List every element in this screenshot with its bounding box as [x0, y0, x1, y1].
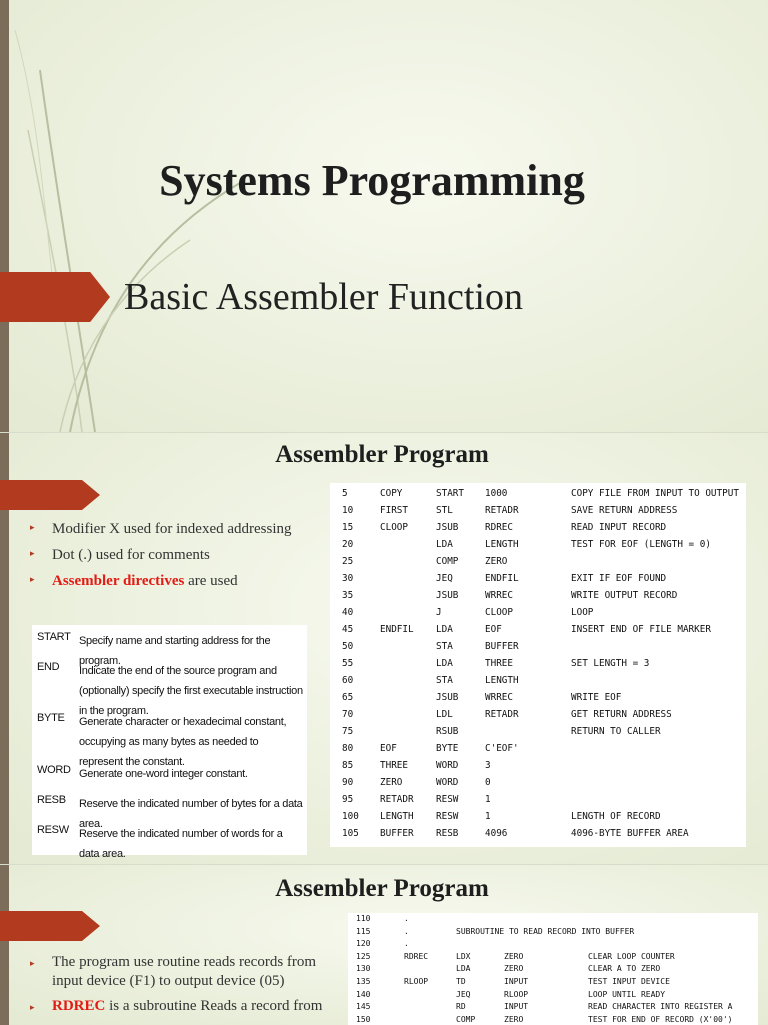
directive-desc: Specify name and starting address for the program. [79, 635, 271, 667]
code-line-number: 40 [342, 607, 354, 618]
directive-name: BYTE [37, 712, 65, 724]
code-line [330, 607, 746, 624]
code-opcode: WORD [436, 760, 459, 771]
code-operand: ZERO [504, 951, 524, 961]
code-line-number: 70 [342, 709, 354, 720]
code-line [348, 977, 758, 990]
code-comment: LENGTH OF RECORD [571, 811, 661, 822]
code-comment: TEST FOR END OF RECORD (X'00') [588, 1014, 733, 1024]
code-line-number: 105 [342, 828, 359, 839]
bullet-icon: ▸ [30, 1002, 35, 1012]
directive-name: WORD [37, 764, 71, 776]
code-line-number: 135 [356, 977, 371, 986]
code-opcode: RD [456, 1002, 466, 1012]
code-operand: ZERO [485, 556, 508, 567]
highlight-text: RDREC [52, 998, 106, 1014]
code-operand: RLOOP [504, 989, 529, 999]
directive-desc: Generate character or hexadecimal constant, occupying as many bytes as needed to represent the constant. [79, 716, 287, 768]
code-operand: C'EOF' [485, 743, 519, 754]
code-line-number: 25 [342, 556, 354, 567]
code-operand: ENDFIL [485, 573, 519, 584]
code-opcode: STA [436, 675, 453, 686]
code-operand: 3 [485, 760, 491, 771]
code-line [330, 522, 746, 539]
code-opcode: RSUB [436, 726, 459, 737]
code-line [330, 624, 746, 641]
code-comment: TEST FOR EOF (LENGTH = 0) [571, 539, 711, 550]
code-opcode: STA [436, 641, 453, 652]
code-comment: SET LENGTH = 3 [571, 658, 650, 669]
code-line-number: 10 [342, 505, 354, 516]
code-operand: 4096 [485, 828, 508, 839]
code-line [330, 556, 746, 573]
directive-desc: Generate one-word integer constant. [79, 768, 248, 780]
code-line [348, 964, 758, 977]
code-line-number: 45 [342, 624, 354, 635]
code-label: . [404, 939, 409, 949]
code-line [330, 488, 746, 505]
bullet-item: ▸ Assembler directives are used [30, 573, 238, 589]
code-label: EOF [380, 743, 397, 754]
code-opcode: RESW [436, 794, 459, 805]
code-line-number: 120 [356, 939, 371, 949]
code-comment: COPY FILE FROM INPUT TO OUTPUT [571, 488, 739, 499]
code-comment: LOOP [571, 607, 594, 618]
code-line-number: 90 [342, 777, 354, 788]
code-opcode: RESB [436, 828, 459, 839]
code-operand: BUFFER [485, 641, 519, 652]
code-operand: RETADR [485, 505, 519, 516]
code-line-number: 55 [342, 658, 354, 669]
code-opcode: RESW [436, 811, 459, 822]
code-opcode: LDA [436, 539, 453, 550]
code-line [330, 692, 746, 709]
code-line-number: 150 [356, 1014, 371, 1024]
code-line-number: 100 [342, 811, 359, 822]
directive-desc: Reserve the indicated number of words for a data area. [79, 828, 283, 860]
subtitle-arrow-tag [0, 272, 110, 322]
code-line [330, 794, 746, 811]
code-comment: CLEAR A TO ZERO [588, 964, 661, 974]
code-operand: WRREC [485, 590, 513, 601]
assembler-code-listing [330, 483, 746, 847]
code-opcode: STL [436, 505, 453, 516]
code-line-number: 85 [342, 760, 354, 771]
directive-name: START [37, 631, 71, 643]
code-operand: WRREC [485, 692, 513, 703]
code-label: ENDFIL [380, 624, 414, 635]
code-comment: EXIT IF EOF FOUND [571, 573, 667, 584]
bullet-item: ▸ The program use routine reads records from input device (F1) to output device (05) [30, 954, 317, 989]
code-line-number: 5 [342, 488, 348, 499]
bullet-item: ▸ Dot (.) used for comments [30, 547, 210, 563]
code-label: THREE [380, 760, 408, 771]
code-line [330, 709, 746, 726]
directive-name: RESW [37, 824, 69, 836]
code-opcode: START [436, 488, 464, 499]
code-label: . [404, 926, 409, 936]
code-opcode: JSUB [436, 590, 459, 601]
highlight-text: Assembler directives [52, 573, 185, 589]
code-comment: WRITE EOF [571, 692, 622, 703]
code-opcode: LDX [456, 951, 471, 961]
code-line [330, 505, 746, 522]
code-operand: 0 [485, 777, 491, 788]
code-line-number: 145 [356, 1002, 371, 1012]
code-opcode: LDA [436, 658, 453, 669]
code-opcode: JSUB [436, 692, 459, 703]
code-line-number: 125 [356, 951, 371, 961]
code-line-number: 80 [342, 743, 354, 754]
directive-desc: Indicate the end of the source program and (optionally) specify the first executable instruction in the program. [79, 665, 303, 717]
code-line [348, 952, 758, 965]
bullet-icon: ▸ [30, 522, 35, 532]
code-operand: ZERO [504, 1014, 524, 1024]
code-operand: LENGTH [485, 675, 519, 686]
bullet-list [30, 953, 340, 1016]
code-label: LENGTH [380, 811, 414, 822]
code-opcode: LDA [456, 964, 471, 974]
code-line [348, 927, 758, 940]
code-operand: ZERO [504, 964, 524, 974]
code-label: RDREC [404, 951, 429, 961]
code-label: BUFFER [380, 828, 414, 839]
code-line-number: 110 [356, 914, 371, 923]
code-opcode: JSUB [436, 522, 459, 533]
code-comment: READ CHARACTER INTO REGISTER A [588, 1002, 733, 1012]
code-line-number: 60 [342, 675, 354, 686]
bullet-icon: ▸ [30, 958, 35, 968]
code-line [330, 726, 746, 743]
code-line [348, 1002, 758, 1015]
code-line [330, 539, 746, 556]
code-comment: WRITE OUTPUT RECORD [571, 590, 678, 601]
code-operand: 1 [485, 811, 491, 822]
code-label: RETADR [380, 794, 414, 805]
code-opcode: SUBROUTINE TO READ RECORD INTO BUFFER [456, 926, 635, 936]
bullet-item: ▸ RDREC is a subroutine Reads a record from [30, 997, 340, 1016]
code-line-number: 35 [342, 590, 354, 601]
code-comment: SAVE RETURN ADDRESS [571, 505, 678, 516]
code-opcode: J [436, 607, 442, 618]
code-line [330, 760, 746, 777]
assembler-program-slide-1 [0, 432, 768, 865]
bullet-list [30, 521, 292, 590]
code-line [348, 990, 758, 1003]
directive-desc: Reserve the indicated number of bytes for a data area. [79, 798, 303, 830]
code-line-number: 50 [342, 641, 354, 652]
bullet-icon: ▸ [30, 548, 35, 558]
directive-name: RESB [37, 794, 66, 806]
code-line-number: 115 [356, 926, 371, 936]
code-line-number: 75 [342, 726, 354, 737]
code-line [348, 939, 758, 952]
code-line-number: 140 [356, 989, 371, 999]
code-line [330, 590, 746, 607]
code-comment: INSERT END OF FILE MARKER [571, 624, 711, 635]
code-opcode: COMP [456, 1014, 476, 1024]
code-line [330, 811, 746, 828]
slide-title: Systems Programming [159, 156, 585, 205]
heading-arrow-tag [0, 480, 100, 510]
code-operand: INPUT [504, 977, 529, 986]
slide-heading: Assembler Program [275, 441, 489, 468]
code-line-number: 20 [342, 539, 354, 550]
directive-name: END [37, 661, 60, 673]
code-line-number: 95 [342, 794, 354, 805]
code-opcode: LDL [436, 709, 453, 720]
code-line [330, 777, 746, 794]
code-opcode: JEQ [436, 573, 453, 584]
code-comment: READ INPUT RECORD [571, 522, 667, 533]
code-opcode: JEQ [456, 989, 471, 999]
directives-table [32, 625, 307, 860]
code-operand: 1 [485, 794, 491, 805]
code-line-number: 65 [342, 692, 354, 703]
slide-subtitle: Basic Assembler Function [124, 276, 523, 318]
code-line [330, 641, 746, 658]
code-label: ZERO [380, 777, 403, 788]
code-opcode: LDA [436, 624, 453, 635]
subroutine-code-listing [348, 913, 758, 1025]
code-line-number: 30 [342, 573, 354, 584]
decorative-swirl [0, 0, 260, 432]
code-comment: RETURN TO CALLER [571, 726, 661, 737]
code-line [330, 658, 746, 675]
code-opcode: TD [456, 977, 466, 986]
code-label: FIRST [380, 505, 408, 516]
code-comment: TEST INPUT DEVICE [588, 977, 670, 986]
code-label: RLOOP [404, 977, 429, 986]
code-operand: EOF [485, 624, 502, 635]
bullet-item: ▸ Modifier X used for indexed addressing [30, 521, 292, 537]
code-operand: RDREC [485, 522, 513, 533]
slide-heading: Assembler Program [275, 875, 489, 902]
code-label: CLOOP [380, 522, 408, 533]
code-comment: CLEAR LOOP COUNTER [588, 951, 675, 961]
bullet-icon: ▸ [30, 574, 35, 584]
code-operand: 1000 [485, 488, 508, 499]
code-operand: INPUT [504, 1002, 529, 1012]
code-comment: GET RETURN ADDRESS [571, 709, 672, 720]
code-label: COPY [380, 488, 403, 499]
assembler-program-slide-2 [0, 864, 768, 1025]
code-line [348, 914, 758, 927]
code-opcode: COMP [436, 556, 459, 567]
heading-arrow-tag [0, 911, 100, 941]
code-opcode: WORD [436, 777, 459, 788]
code-line [330, 573, 746, 590]
code-label: . [404, 914, 409, 923]
title-slide [0, 0, 768, 432]
code-operand: CLOOP [485, 607, 513, 618]
code-line [330, 828, 746, 845]
code-comment: 4096-BYTE BUFFER AREA [571, 828, 689, 839]
code-line [348, 1015, 758, 1025]
code-line-number: 15 [342, 522, 354, 533]
code-operand: THREE [485, 658, 513, 669]
code-opcode: BYTE [436, 743, 459, 754]
code-operand: RETADR [485, 709, 519, 720]
code-comment: LOOP UNTIL READY [588, 989, 666, 999]
code-operand: LENGTH [485, 539, 519, 550]
code-line [330, 743, 746, 760]
code-line [330, 675, 746, 692]
code-line-number: 130 [356, 964, 371, 974]
